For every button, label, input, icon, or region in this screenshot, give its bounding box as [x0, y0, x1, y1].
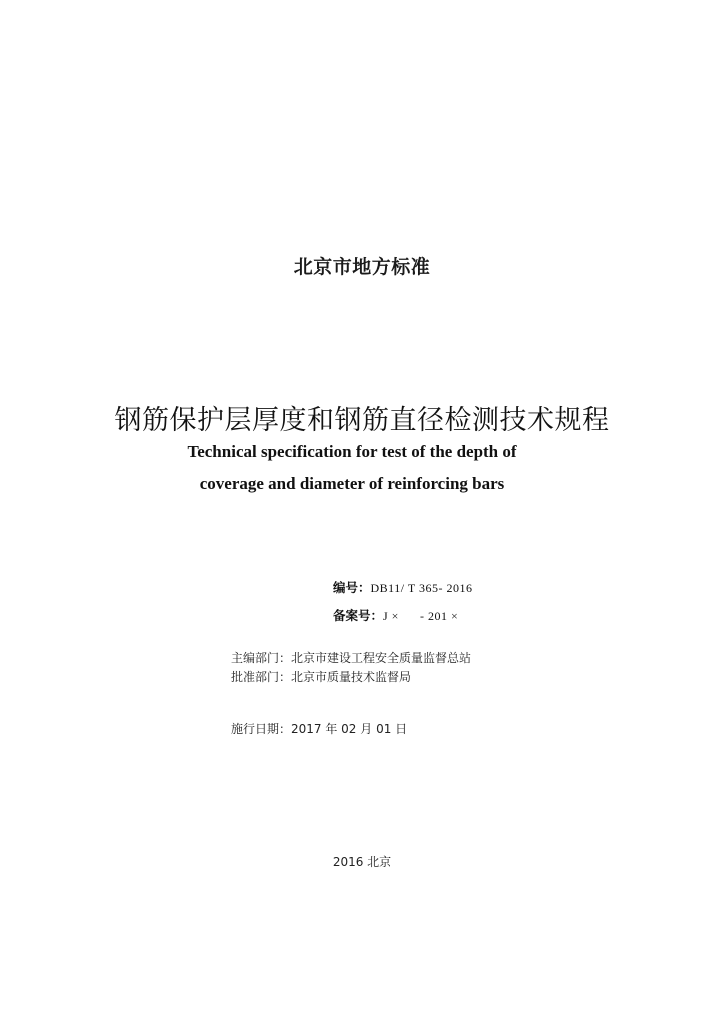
standard-code-label: 编号：	[333, 580, 371, 595]
editor-department: 主编部门：北京市建设工程安全质量监督总站	[231, 651, 472, 665]
record-number-value: J × - 201 ×	[383, 609, 459, 623]
record-number-line	[333, 606, 458, 624]
document-title-chinese: 钢筋保护层厚度和钢筋直径检测技术规程	[114, 405, 610, 436]
record-number-label: 备案号：	[333, 608, 384, 623]
document-title-english-line2: coverage and diameter of reinforcing bars	[199, 474, 505, 493]
standard-code-line	[333, 578, 472, 596]
publication-year-place: 2016 北京	[332, 855, 392, 869]
approver-department: 批准部门：北京市质量技术监督局	[231, 670, 412, 684]
standard-code-value: DB11/ T 365- 2016	[370, 581, 473, 595]
standard-type-heading: 北京市地方标准	[293, 256, 431, 278]
effective-date: 施行日期：2017 年 02 月 01 日	[231, 722, 408, 736]
document-title-english-line1: Technical specification for test of the depth of	[187, 442, 517, 461]
